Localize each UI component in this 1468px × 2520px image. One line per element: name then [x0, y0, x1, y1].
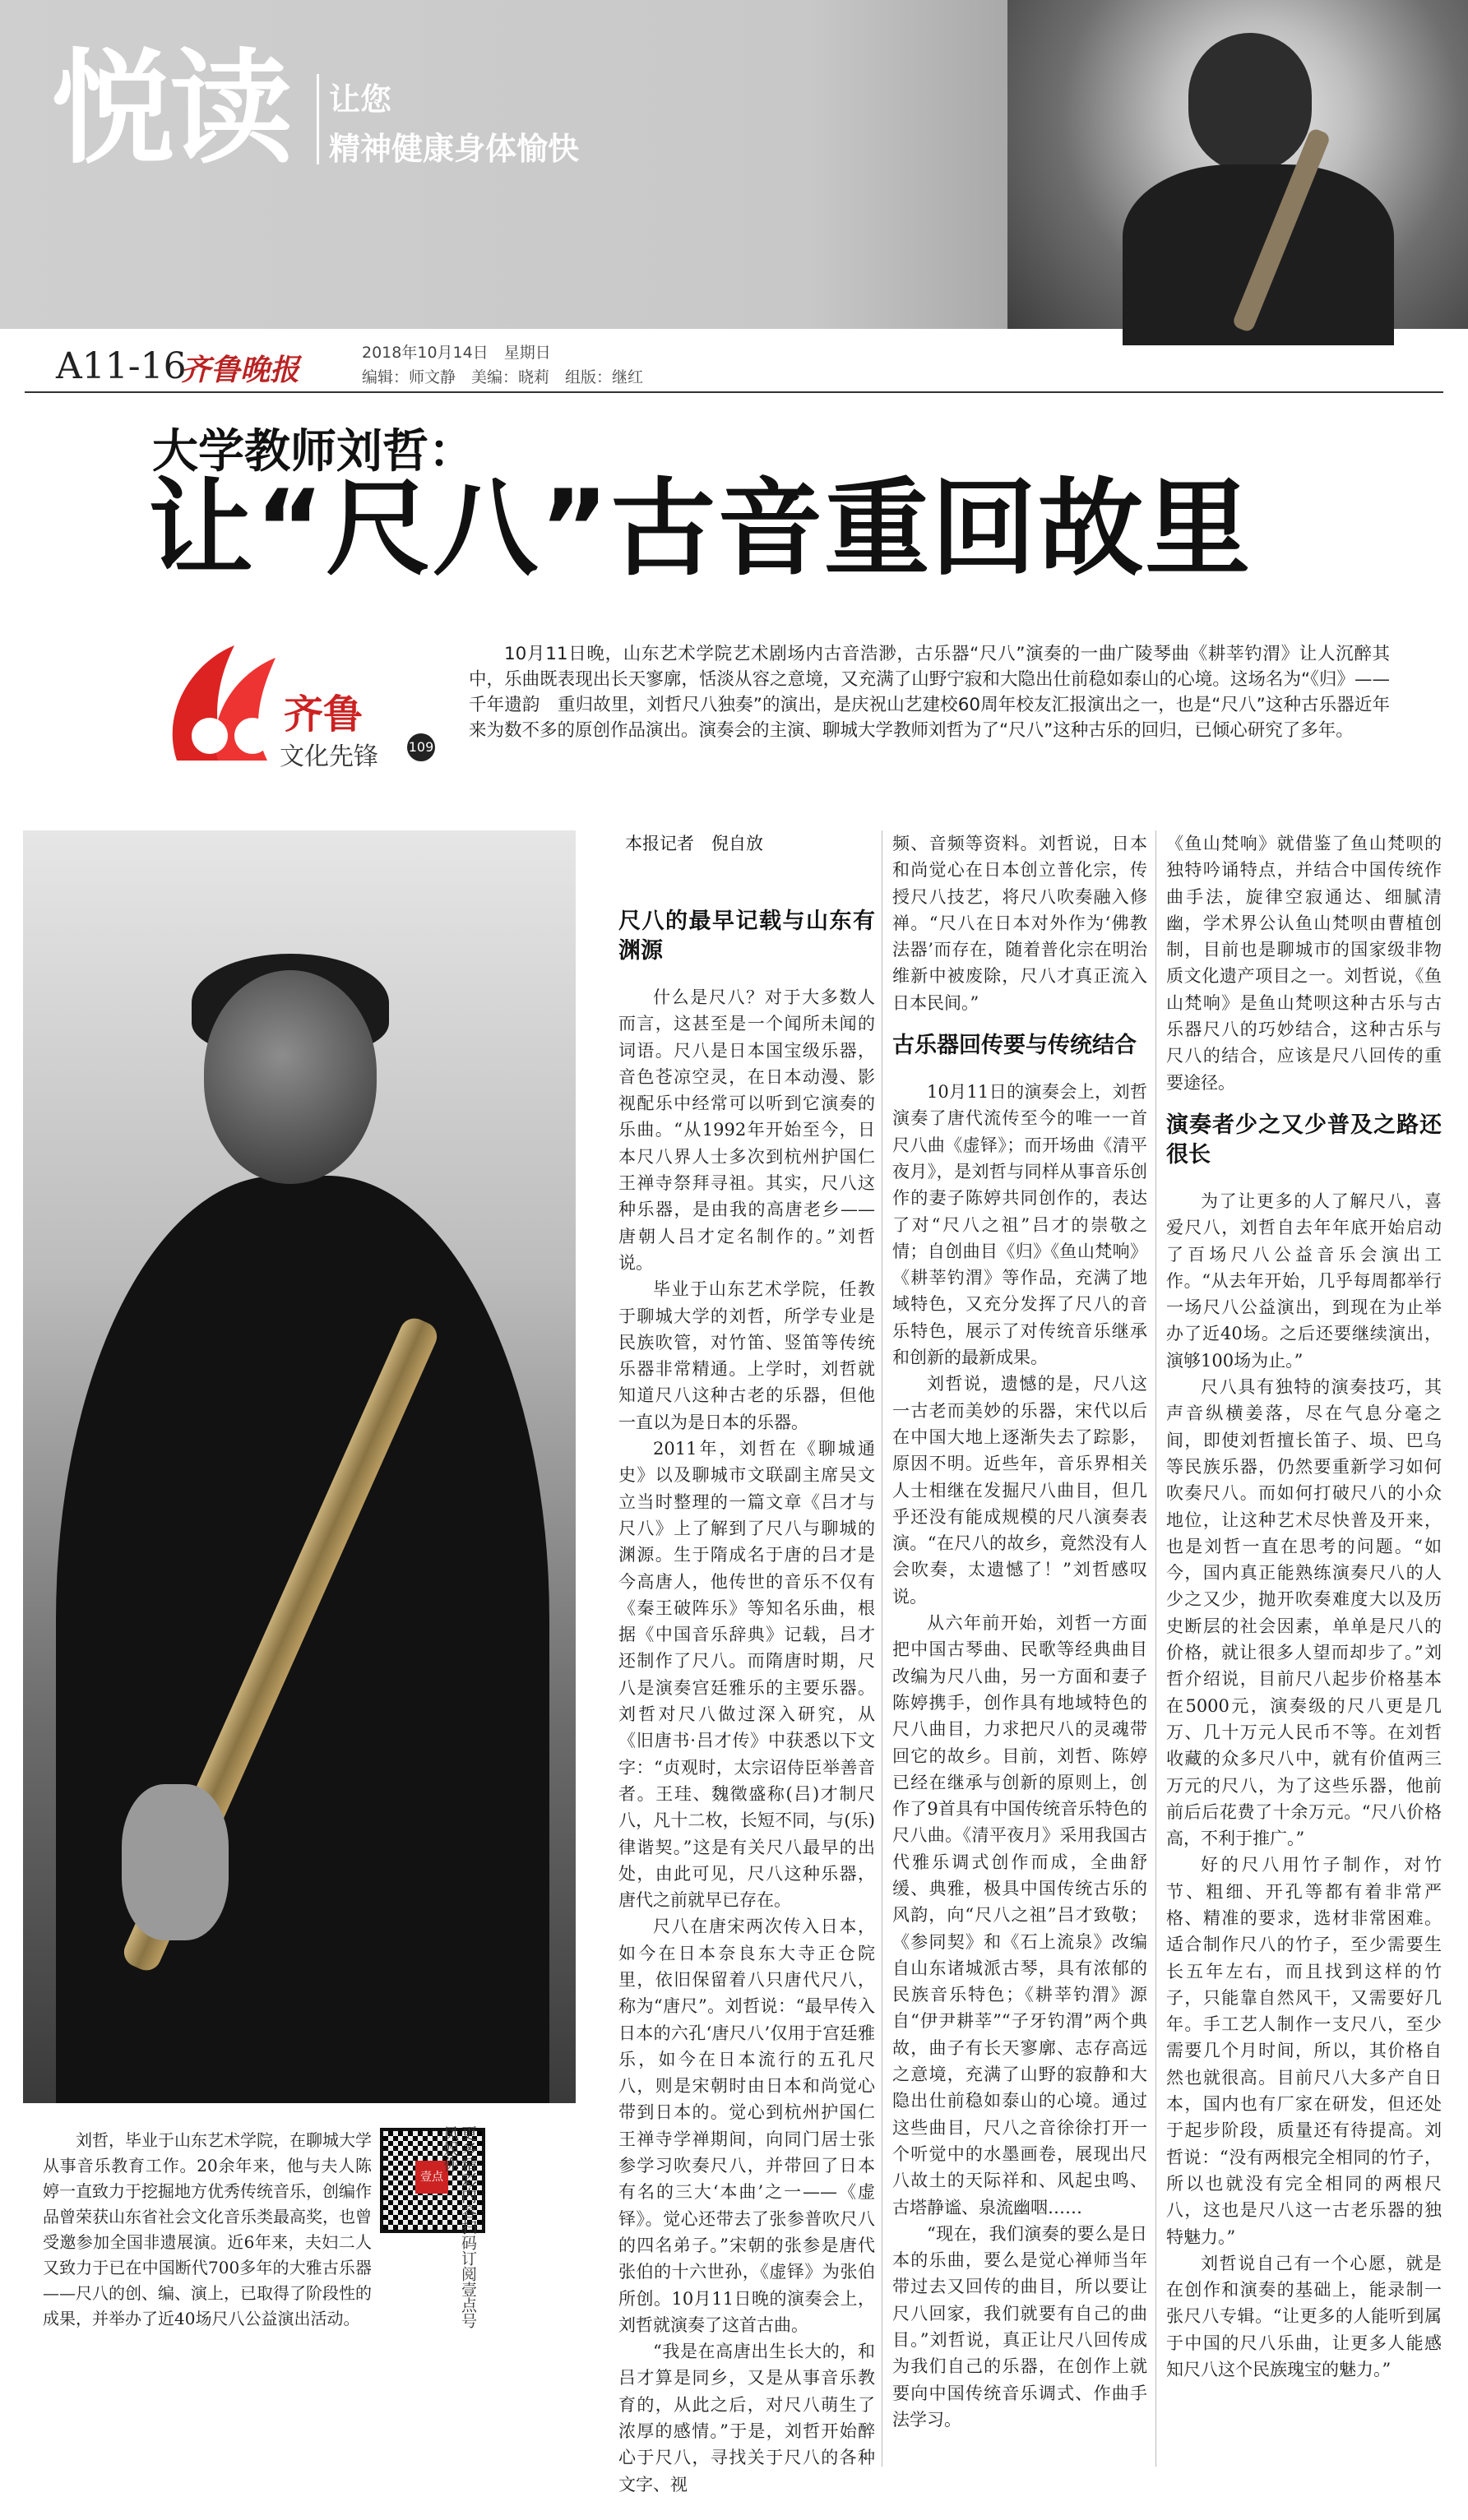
column-divider: [1155, 830, 1156, 2467]
qr-label: 更多精彩内容扫码订阅壹点号凤娱你: [441, 2125, 477, 2328]
text-column-3: [1166, 830, 1442, 2383]
paragraph: 毕业于山东艺术学院，任教于聊城大学的刘哲，所学专业是民族吹管，对竹笛、竖笛等传统乐器非常精通。上学时，刘哲就知道尺八这种古老的乐器，但他一直以为是日本的乐器。: [618, 1279, 875, 1432]
paragraph: 频、音频等资料。刘哲说，日本和尚觉心在日本创立普化宗，传授尺八技艺，将尺八吹奏融入修禅。“尺八在日本对外作为‘佛教法器’而存在，随着普化宗在明治维新中被废除，尺八才真正流入日本民间。”: [892, 834, 1147, 1013]
logo-number-badge: 109: [407, 733, 435, 761]
article-headline: 让“尺八”古音重回故里: [148, 468, 1253, 590]
header-divider: [317, 74, 319, 164]
subhead-3: 演奏者少之又少普及之路还很长: [1166, 1112, 1442, 1168]
text-column-2: [892, 830, 1147, 2433]
text-column-1: [618, 892, 875, 2498]
paragraph: “我是在高唐出生长大的，和吕才算是同乡，又是从事音乐教育的，从此之后，对尺八萌生了浓厚的感情。”于是，刘哲开始醉心于尺八，寻找关于尺八的各种文字、视: [618, 2342, 875, 2495]
paragraph: “现在，我们演奏的要么是日本的乐曲，要么是觉心禅师当年带过去又回传的曲目，所以要让尺八回家，我们就要有自己的曲目。”刘哲说，真正让尺八回传成为我们自己的乐器，在创作上就要向中国传统音乐调式、作曲手法学习。: [892, 2223, 1147, 2430]
editors-line: 编辑：师文静 美编：晓莉 组版：继红: [362, 368, 644, 386]
section-title: 悦读: [51, 38, 289, 181]
paragraph: 为了让更多的人了解尺八，喜爱尺八，刘哲自去年年底开始启动了百场尺八公益音乐会演出工作。“从去年开始，几乎每周都举行一场尺八公益演出，到现在为止举办了近40场。之后还要继续演出，演够100场为止。”: [1166, 1191, 1442, 1371]
header-photo: [1007, 0, 1468, 329]
page-number: A11-16: [56, 345, 187, 387]
logo-subtitle: 文化先锋: [280, 742, 378, 771]
subhead-1: 尺八的最早记载与山东有渊源: [618, 909, 875, 964]
paragraph: 什么是尺八？对于大多数人而言，这甚至是一个闻所未闻的词语。尺八是日本国宝级乐器，音色苍凉空灵，在日本动漫、影视配乐中经常可以听到它演奏的乐曲。“从1992年开始至今，日本尺八界人士多次到杭州护国仁王禅寺祭拜寻祖。其实，尺八这种乐器，是由我的高唐老乡——唐朝人吕才定名制作的。”刘哲说。: [618, 987, 875, 1273]
tagline-line-1: 让您: [329, 81, 392, 118]
article-kicker: 大学教师刘哲：: [152, 425, 475, 479]
portrait-photo: [23, 830, 576, 2103]
article-lead: 10月11日晚，山东艺术学院艺术剧场内古音浩渺，古乐器“尺八”演奏的一曲广陵琴曲《耕莘钓渭》让人沉醉其中，乐曲既表现出长天寥廓，恬淡从容之意境，又充满了山野宁寂和大隐出仕前稳如泰山的心境。这场名为“《归》——千年遗韵 重归故里，刘哲尺八独奏”的演出，是庆祝山艺建校60周年校友汇报演出之一，也是“尺八”这种古乐器近年来为数不多的原创作品演出。演奏会的主演、聊城大学教师刘哲为了“尺八”这种古乐的回归，已倾心研究了多年。: [469, 644, 1390, 741]
paragraph: 《鱼山梵响》就借鉴了鱼山梵呗的独特吟诵特点，并结合中国传统作曲手法，旋律空寂通达、细腻清幽，学术界公认鱼山梵呗由曹植创制，目前也是聊城市的国家级非物质文化遗产项目之一。刘哲说，《鱼山梵响》是鱼山梵呗这种古乐与古乐器尺八的巧妙结合，这种古乐与尺八的结合，应该是尺八回传的重要途径。: [1166, 834, 1442, 1093]
paragraph: 10月11日的演奏会上，刘哲演奏了唐代流传至今的唯一一首尺八曲《虚铎》；而开场曲《清平夜月》，是刘哲与同样从事音乐创作的妻子陈婷共同创作的，表达了对“尺八之祖”吕才的崇敬之情；自创曲目《归》《鱼山梵响》《耕莘钓渭》等作品，充满了地域特色，又充分发挥了尺八的音乐特色，展示了对传统音乐继承和创新的最新成果。: [892, 1082, 1147, 1368]
paragraph: 刘哲说自己有一个心愿，就是在创作和演奏的基础上，能录制一张尺八专辑。“让更多的人能听到属于中国的尺八乐曲，让更多人能感知尺八这个民族瑰宝的魅力。”: [1166, 2253, 1442, 2380]
subhead-2: 古乐器回传要与传统结合: [892, 1033, 1137, 1059]
paragraph: 2011年，刘哲在《聊城通史》以及聊城市文联副主席吴文立当时整理的一篇文章《吕才与尺八》上了解到了尺八与聊城的渊源。生于隋成名于唐的吕才是今高唐人，他传世的音乐不仅有《秦王破阵乐》等知名乐曲，根据《中国音乐辞典》记载，吕才还制作了尺八。而隋唐时期，尺八是演奏宫廷雅乐的主要乐器。刘哲对尺八做过深入研究，从《旧唐书·吕才传》中获悉以下文字：“贞观时，太宗诏侍臣举善音者。王珪、魏徵盛称(吕)才制尺八，凡十二枚，长短不同，与(乐)律谐契。”这是有关尺八最早的出处，由此可见，尺八这种乐器，唐代之前就早已存在。: [618, 1439, 875, 1911]
date-line: 2018年10月14日 星期日: [362, 344, 551, 362]
paragraph: 尺八在唐宋两次传入日本，如今在日本奈良东大寺正仓院里，依旧保留着八只唐代尺八，称为“唐尺”。刘哲说：“最早传入日本的六孔‘唐尺八’仅用于宫廷雅乐，如今在日本流行的五孔尺八，则是宋朝时由日本和尚觉心带到日本的。觉心到杭州护国仁王禅寺学禅期间，向同门居士张参学习吹奏尺八，并带回了日本有名的三大‘本曲’之一——《虚铎》。觉心还带去了张参普吹尺八的四名弟子。”宋朝的张参是唐代张伯的十六世孙，《虚铎》为张伯所创。10月11日晚的演奏会上，刘哲就演奏了这首古曲。: [618, 1917, 875, 2335]
newspaper-name: 齐鲁晚报: [181, 353, 300, 387]
paragraph: 从六年前开始，刘哲一方面把中国古琴曲、民歌等经典曲目改编为尺八曲，另一方面和妻子陈婷携手，创作具有地域特色的尺八曲目，力求把尺八的灵魂带回它的故乡。目前，刘哲、陈婷已经在继承与创新的原则上，创作了9首具有中国传统音乐特色的尺八曲。《清平夜月》采用我国古代雅乐调式创作而成，全曲舒缓、典雅，极具中国传统古乐的风韵，向“尺八之祖”吕才致敬；《参同契》和《石上流泉》改编自山东诸城派古琴，具有浓郁的民族音乐特色；《耕莘钓渭》源自“伊尹耕莘”“子牙钓渭”两个典故，曲子有长天寥廓、志存高远之意境，充满了山野的寂静和大隐出仕前稳如泰山的心境。通过这些曲目，尺八之音徐徐打开一个听觉中的水墨画卷，展现出尺八故土的天际祥和、风起虫鸣、古塔静谧、泉流幽咽……: [892, 1613, 1147, 2217]
paragraph: 刘哲说，遗憾的是，尺八这一古老而美妙的乐器，宋代以后在中国大地上逐渐失去了踪影，原因不明。近些年，音乐界相关人士相继在发掘尺八曲目，但几乎还没有能成规模的尺八演奏表演。“在尺八的故乡，竟然没有人会吹奏，太遗憾了！”刘哲感叹说。: [892, 1374, 1147, 1607]
tagline-line-2: 精神健康身体愉快: [329, 131, 580, 167]
paragraph: 好的尺八用竹子制作，对竹节、粗细、开孔等都有着非常严格、精准的要求，选材非常困难。适合制作尺八的竹子，至少需要生长五年左右，而且找到这样的竹子，只能靠自然风干，又需要好几年。手工艺人制作一支尺八，至少需要几个月时间，所以，其价格自然也就很高。目前尺八大多产自日本，国内也有厂家在研发，但还处于起步阶段，质量还有待提高。刘哲说：“没有两根完全相同的竹子，所以也就没有完全相同的两根尺八，这也是尺八这一古老乐器的独特魅力。”: [1166, 1855, 1442, 2247]
masthead-rule: [25, 391, 1443, 393]
photo-caption: 刘哲，毕业于山东艺术学院，在聊城大学从事音乐教育工作。20余年来，他与夫人陈婷一直致力于挖掘地方优秀传统音乐，创编作品曾荣获山东省社会文化音乐类最高奖，也曾受邀参加全国非遗展演。近6年来，夫妇二人又致力于已在中国断代700多年的大雅古乐器——尺八的创、编、演上，已取得了阶段性的成果，并举办了近40场尺八公益演出活动。: [43, 2130, 372, 2328]
paragraph: 尺八具有独特的演奏技巧，其声音纵横姜落，尽在气息分毫之间，即使刘哲擅长笛子、埙、巴乌等民族乐器，仍然要重新学习如何吹奏尺八。而如何打破尺八的小众地位，让这种艺术尽快普及开来，也是刘哲一直在思考的问题。“如今，国内真正能熟练演奏尺八的人少之又少，抛开吹奏难度大以及历史断层的社会因素，单单是尺八的价格，就让很多人望而却步了。”刘哲介绍说，目前尺八起步价格基本在5000元，演奏级的尺八更是几万、几十万元人民币不等。在刘哲收藏的众多尺八中，就有价值两三万元的尺八，为了这些乐器，他前前后后花费了十余万元。“尺八价格高，不利于推广。”: [1166, 1377, 1442, 1849]
byline: 本报记者 倪自放: [625, 834, 763, 853]
logo-title: 齐鲁: [284, 691, 364, 738]
qr-logo: 壹点: [415, 2161, 448, 2194]
